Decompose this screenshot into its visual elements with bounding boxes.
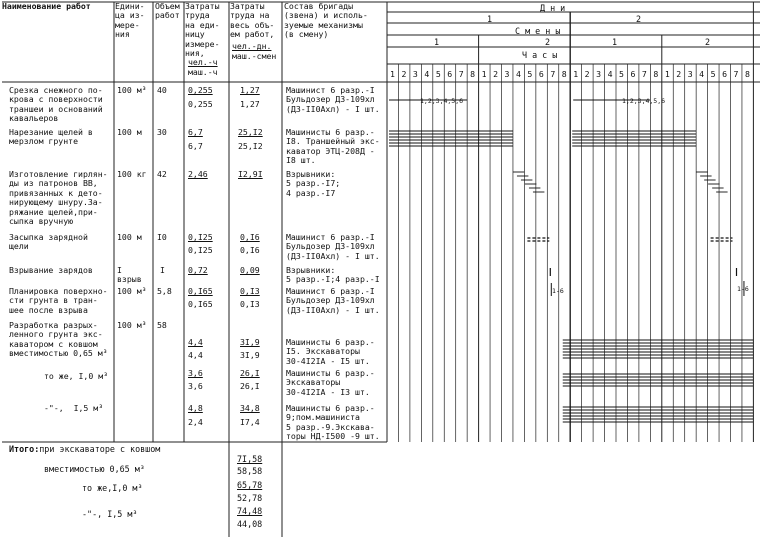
row-7-labor-total-bot: 3I,9 [240, 350, 260, 360]
row-1-crew: Машинист 6 разр.-I Бульдозер ДЗ-109хл (ДЗ-II0Ахл) - I шт. [286, 85, 380, 114]
row-8-labor-total-top: 26,I [240, 368, 260, 378]
row-6-labor-unit-bot: 0,I65 [188, 299, 213, 309]
hour-tick-label: 8 [653, 69, 659, 79]
gantt-bars [389, 100, 753, 422]
row-5-labor-total-top: 0,09 [240, 265, 260, 275]
row-7-labor-total-top: 3I,9 [240, 337, 260, 347]
hour-tick-label: 2 [493, 69, 499, 79]
row-3-volume: 42 [157, 169, 167, 179]
totals-label-rest: при экскаваторе с ковшом [39, 444, 161, 454]
hour-tick-label: 1 [481, 69, 487, 79]
hour-tick-label: 5 [527, 69, 533, 79]
hour-tick-label: 1 [573, 69, 579, 79]
row-8-name: то же, I,0 м³ [44, 371, 109, 381]
row-7-crew: Машинисты 6 разр.- I5. Экскаваторы 30-4I2IA - I5 шт. [286, 337, 375, 366]
row-7-labor-unit-top: 4,4 [188, 337, 203, 347]
hour-tick-label: 4 [515, 69, 521, 79]
row-6-labor-total-top: 0,I3 [240, 286, 260, 296]
hour-tick-label: 8 [470, 69, 476, 79]
row-3-unit: 100 кг [117, 169, 147, 179]
total-1-top: 7I,58 [237, 454, 263, 464]
hour-tick-label: 3 [412, 69, 418, 79]
row-6-gantt-label-b: 1-6 [737, 285, 749, 293]
row-1-labor-unit-bot: 0,255 [188, 99, 213, 109]
total-2-label: то же,I,0 м³ [82, 483, 143, 493]
row-6-crew: Машинист 6 разр.-I Бульдозер ДЗ-109хл (ДЗ-II0Ахл) - I шт. [286, 286, 380, 315]
hour-tick-label: 1 [664, 69, 670, 79]
row-7-unit: 100 м³ [117, 320, 147, 330]
row-6-labor-total-bot: 0,I3 [240, 299, 260, 309]
row-4-name: Засыпка зарядной щели [9, 232, 88, 252]
row-9-labor-total-top: 34,8 [240, 403, 260, 413]
total-1-label: вместимостью 0,65 м³ [44, 464, 145, 474]
total-2-top: 65,78 [237, 480, 263, 490]
row-4-labor-unit-bot: 0,I25 [188, 245, 213, 255]
day-2-label: 2 [636, 14, 642, 24]
row-2-volume: 30 [157, 127, 167, 137]
row-4-labor-unit-top: 0,I25 [188, 232, 213, 242]
hour-tick-label: 7 [641, 69, 647, 79]
row-1-volume: 40 [157, 85, 167, 95]
header-labor-total-u2: маш.-смен [232, 51, 277, 61]
hours-label: Ч а с ы [522, 50, 558, 60]
total-2-bot: 52,78 [237, 493, 263, 503]
header-labor-total-u1: чел.-дн. [232, 41, 272, 51]
row-5-crew: Взрывники: 5 разр.-I;4 разр.-I [286, 265, 380, 285]
row-4-crew: Машинист 6 разр.-I Бульдозер ДЗ-109хл (ДЗ-II0Ахл) - I шт. [286, 232, 380, 261]
row-6-name: Планировка поверхно- сти грунта в тран- шее после взрыва [9, 286, 108, 315]
header-volume: Объем работ [155, 1, 180, 21]
hour-tick-label: 8 [561, 69, 567, 79]
shifts-label: С м е н ы [515, 26, 561, 36]
row-7-labor-unit-bot: 4,4 [188, 350, 203, 360]
row-7-volume: 58 [157, 320, 167, 330]
hour-tick-label: 8 [744, 69, 750, 79]
row-8-labor-unit-bot: 3,6 [188, 381, 203, 391]
row-2-name: Нарезание щелей в мерзлом грунте [9, 127, 93, 147]
hour-tick-label: 2 [584, 69, 590, 79]
row-1-gantt-label-a: 1,2,3,4,5,6 [420, 97, 464, 105]
total-3-bot: 44,08 [237, 519, 263, 529]
days-label: Д н и [540, 3, 566, 13]
row-2-labor-unit-top: 6,7 [188, 127, 203, 137]
row-2-labor-unit-bot: 6,7 [188, 141, 203, 151]
hour-tick-label: 3 [687, 69, 693, 79]
hour-tick-label: 6 [722, 69, 728, 79]
row-9-name: -"-, I,5 м³ [44, 403, 104, 413]
header-labor-per-unit-u1: чел.-ч [188, 57, 218, 67]
row-6-labor-unit-top: 0,I65 [188, 286, 213, 296]
row-5-unit: I взрыв [117, 265, 142, 285]
row-3-labor-total-top: I2,9I [238, 169, 263, 179]
hour-tick-label: 7 [458, 69, 464, 79]
header-unit: Едини- ца из- мере- ния [115, 1, 145, 40]
total-1-bot: 58,58 [237, 466, 263, 476]
hour-tick-label: 7 [550, 69, 556, 79]
row-7-name: Разработка разрых- ленного грунта экс- каватором с ковшом вместимостью 0,65 м³ [9, 320, 108, 359]
row-6-volume: 5,8 [157, 286, 172, 296]
hour-tick-label: 4 [607, 69, 613, 79]
row-9-labor-unit-bot: 2,4 [188, 417, 203, 427]
row-2-labor-total-bot: 25,I2 [238, 141, 263, 151]
hour-tick-label: 6 [630, 69, 636, 79]
hour-tick-label: 4 [424, 69, 430, 79]
row-5-volume: I [160, 265, 165, 275]
row-9-crew: Машинисты 6 разр.- 9;пом.машиниста 5 разр.-9.Экскава- торы НД-I500 -9 шт. [286, 403, 380, 442]
row-4-labor-total-top: 0,I6 [240, 232, 260, 242]
total-3-top: 74,48 [237, 506, 263, 516]
hour-tick-label: 4 [699, 69, 705, 79]
hour-tick-label: 7 [733, 69, 739, 79]
day-1-label: 1 [487, 14, 493, 24]
row-6-gantt-label-a: 1-6 [552, 287, 564, 295]
row-4-volume: I0 [157, 232, 167, 242]
hour-tick-label: 2 [676, 69, 682, 79]
row-8-labor-total-bot: 26,I [240, 381, 260, 391]
table-grid-lines [2, 2, 760, 537]
hour-tick-label: 5 [619, 69, 624, 79]
row-9-labor-total-bot: I7,4 [240, 417, 260, 427]
row-8-labor-unit-top: 3,6 [188, 368, 203, 378]
row-2-crew: Машинисты 6 разр.- I8. Траншейный экс- каватор ЭТЦ-208Д - I8 шт. [286, 127, 380, 166]
hour-tick-label: 1 [390, 69, 395, 79]
header-labor-per-unit-u2: маш.-ч [188, 67, 218, 77]
row-4-labor-total-bot: 0,I6 [240, 245, 260, 255]
row-1-labor-unit-top: 0,255 [188, 85, 213, 95]
row-1-labor-total-bot: 1,27 [240, 99, 260, 109]
row-3-labor-unit-top: 2,46 [188, 169, 208, 179]
row-1-gantt-label-b: 1,2,3,4,5,6 [622, 97, 666, 105]
row-8-crew: Машинисты 6 разр.- Экскаваторы 30-4I2IA - I3 шт. [286, 368, 375, 397]
hour-tick-label: 3 [596, 69, 602, 79]
header-labor-per-unit: Затраты труда на еди- ницу измере- ния, [185, 1, 220, 59]
row-5-labor-unit-top: 0,72 [188, 265, 208, 275]
hour-tick-label: 5 [710, 69, 716, 79]
totals-label-bold: Итого: [9, 444, 40, 454]
shift-1-label: 1 [434, 37, 440, 47]
header-work-name: Наименование работ [2, 1, 91, 11]
hour-tick-label: 5 [435, 69, 441, 79]
row-3-name: Изготовление гирлян- ды из патронов ВВ, привязанных к дето- нирующему шнуру.За- ряжание щелей,при- сыпка вручную [9, 169, 108, 227]
row-6-unit: 100 м³ [117, 286, 147, 296]
hour-tick-label: 2 [401, 69, 407, 79]
row-1-unit: 100 м³ [117, 85, 147, 95]
row-1-labor-total-top: 1,27 [240, 85, 260, 95]
row-2-unit: 100 м [117, 127, 142, 137]
header-labor-total: Затраты труда на весь объ- ем работ, [230, 1, 275, 40]
hour-tick-label: 6 [538, 69, 544, 79]
hour-tick-label: 6 [447, 69, 453, 79]
row-2-labor-total-top: 25,I2 [238, 127, 263, 137]
row-5-name: Взрывание зарядов [9, 265, 93, 275]
shift-4-label: 2 [705, 37, 711, 47]
shift-2-label: 2 [545, 37, 551, 47]
total-3-label: -"-, I,5 м³ [82, 509, 138, 519]
hour-tick-label: 3 [504, 69, 510, 79]
row-3-crew: Взрывники: 5 разр.-I7; 4 разр.-I7 [286, 169, 341, 198]
row-4-unit: 100 м [117, 232, 142, 242]
row-1-name: Срезка снежного по- крова с поверхности траншеи и оснований кавальеров [9, 85, 103, 124]
shift-3-label: 1 [612, 37, 618, 47]
header-crew: Состав бригады (звена) и исполь- зуемые механизмы (в смену) [284, 1, 368, 40]
row-9-labor-unit-top: 4,8 [188, 403, 203, 413]
